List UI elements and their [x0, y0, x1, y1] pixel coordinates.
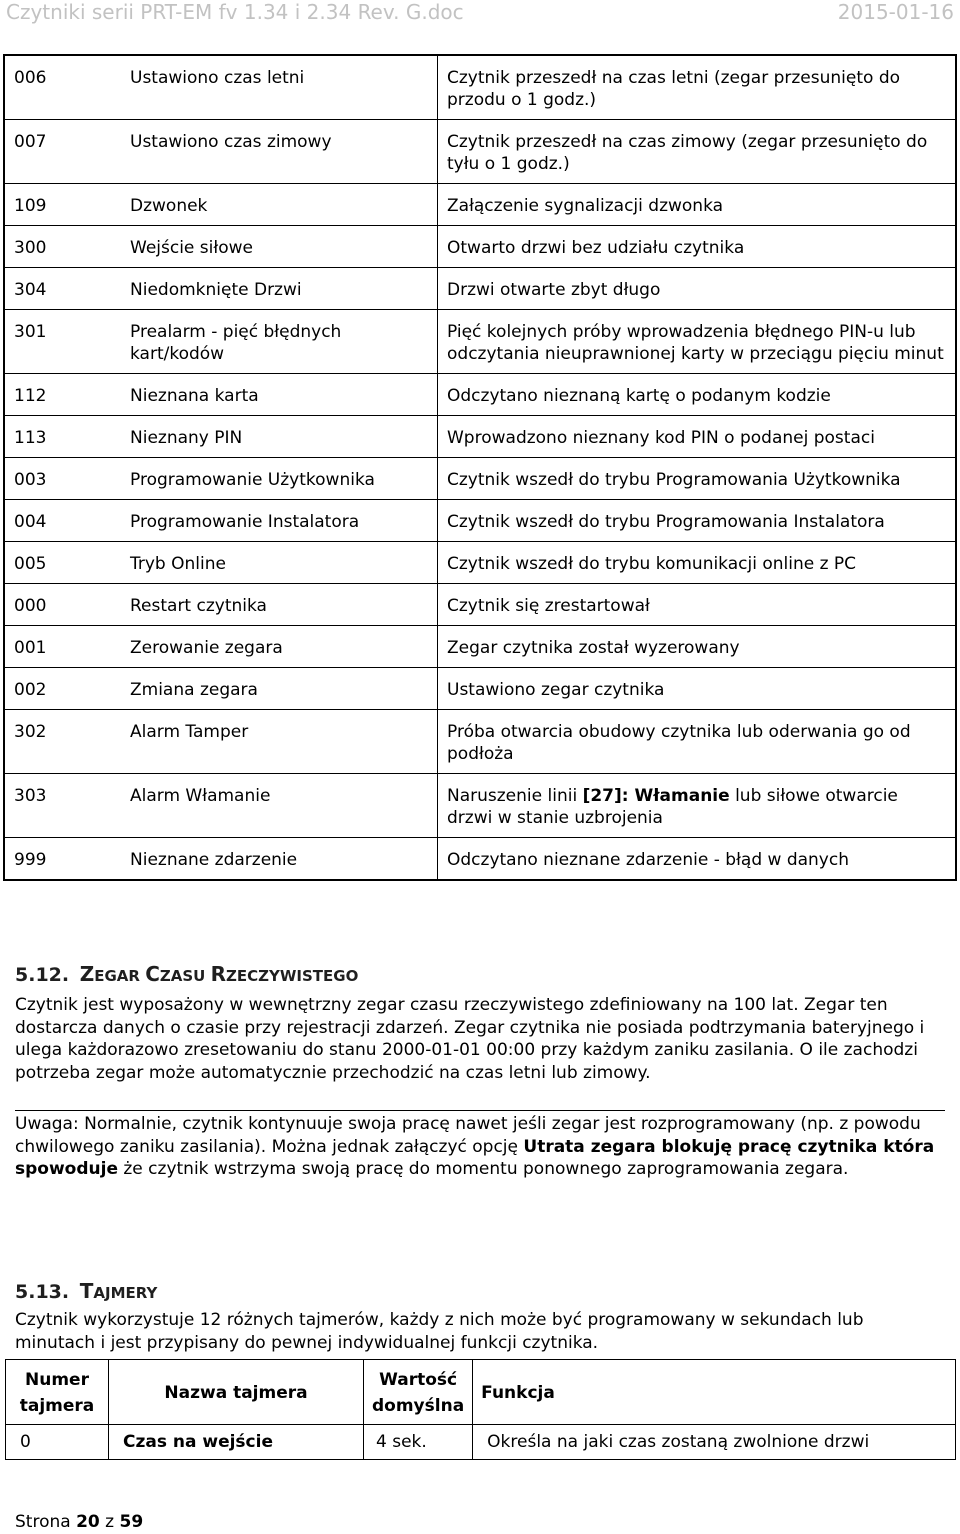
timers-table — [5, 1359, 956, 1460]
timers-paragraph: Czytnik wykorzystuje 12 różnych tajmerów, każdy z nich może być programowany w sekundach lub minutach i jest przypisany do pewnej indywidualnej funkcji czytnika. — [15, 1310, 864, 1353]
table-row — [4, 120, 956, 184]
timer-number: 0 — [6, 1425, 109, 1460]
table-row — [4, 710, 956, 774]
timers-header-row — [6, 1360, 956, 1425]
event-description: Załączenie sygnalizacji dzwonka — [438, 184, 957, 226]
table-row — [4, 226, 956, 268]
event-code: 001 — [4, 626, 121, 668]
event-code: 005 — [4, 542, 121, 584]
section-title-5-13: 5.13. TAJMERY — [15, 1279, 158, 1303]
header-timer-name: Nazwa tajmera — [109, 1360, 364, 1425]
event-name: Restart czytnika — [121, 584, 438, 626]
event-name: Programowanie Instalatora — [121, 500, 438, 542]
header-timer-number: Numer tajmera — [6, 1360, 109, 1425]
event-code: 007 — [4, 120, 121, 184]
event-name: Zerowanie zegara — [121, 626, 438, 668]
timer-default: 4 sek. — [364, 1425, 473, 1460]
event-code: 300 — [4, 226, 121, 268]
events-table — [3, 54, 957, 881]
event-description: Pięć kolejnych próby wprowadzenia błędnego PIN-u lub odczytania nieuprawnionej karty w przeciągu pięciu minut — [438, 310, 957, 374]
event-name: Ustawiono czas zimowy — [121, 120, 438, 184]
timer-name: Czas na wejście — [109, 1425, 364, 1460]
event-description: Czytnik się zrestartował — [438, 584, 957, 626]
table-row — [4, 458, 956, 500]
event-code: 113 — [4, 416, 121, 458]
event-code: 302 — [4, 710, 121, 774]
event-code: 002 — [4, 668, 121, 710]
event-code: 004 — [4, 500, 121, 542]
section-title-5-12: 5.12. ZEGAR CZASU RZECZYWISTEGO — [15, 962, 359, 986]
table-row — [4, 416, 956, 458]
event-description: Wprowadzono nieznany kod PIN o podanej postaci — [438, 416, 957, 458]
event-description: Ustawiono zegar czytnika — [438, 668, 957, 710]
event-description: Drzwi otwarte zbyt długo — [438, 268, 957, 310]
event-name: Dzwonek — [121, 184, 438, 226]
event-name: Nieznana karta — [121, 374, 438, 416]
event-name: Prealarm - pięć błędnych kart/kodów — [121, 310, 438, 374]
table-row — [4, 268, 956, 310]
table-row — [4, 668, 956, 710]
event-description: Próba otwarcia obudowy czytnika lub oderwania go od podłoża — [438, 710, 957, 774]
page-total: 59 — [119, 1512, 144, 1532]
event-code: 304 — [4, 268, 121, 310]
timer-function: Określa na jaki czas zostaną zwolnione drzwi — [473, 1425, 956, 1460]
event-code: 003 — [4, 458, 121, 500]
event-name: Tryb Online — [121, 542, 438, 584]
page-footer: Strona 20 z 59 — [15, 1512, 144, 1532]
event-description: Odczytano nieznaną kartę o podanym kodzie — [438, 374, 957, 416]
event-name: Alarm Tamper — [121, 710, 438, 774]
table-row — [4, 310, 956, 374]
table-row — [4, 626, 956, 668]
event-name: Wejście siłowe — [121, 226, 438, 268]
event-description: Zegar czytnika został wyzerowany — [438, 626, 957, 668]
event-code: 999 — [14, 850, 47, 870]
event-code: 301 — [4, 310, 121, 374]
table-row — [4, 774, 956, 838]
event-code: 112 — [4, 374, 121, 416]
table-row — [4, 838, 956, 881]
event-code: 303 — [4, 774, 121, 838]
event-code: 006 — [4, 55, 121, 120]
document-date: 2015-01-16 — [837, 0, 954, 24]
event-name: Alarm Włamanie — [121, 774, 438, 838]
event-description: Naruszenie linii [27]: Włamanie lub siłowe otwarcie drzwi w stanie uzbrojenia — [438, 774, 957, 838]
clock-paragraph: Czytnik jest wyposażony w wewnętrzny zegar czasu rzeczywistego zdefiniowany na 100 lat. Zegar ten dostarcza danych o czasie przy rejestracji zdarzeń. Zegar czytnika nie posiada podtrzymania bateryjnego i ulega każdorazowo zresetowaniu do stanu 2000-01-01 00:00 przy każdym zaniku zasilania. O ile zachodzi potrzeba zegar może automatycznie przechodzić na czas letni lub zimowy. — [15, 995, 925, 1083]
table-row — [4, 542, 956, 584]
document-filename: Czytniki serii PRT-EM fv 1.34 i 2.34 Rev. G.doc — [6, 0, 464, 24]
event-description: Czytnik wszedł do trybu Programowania Instalatora — [438, 500, 957, 542]
event-description: Czytnik przeszedł na czas letni (zegar przesunięto do przodu o 1 godz.) — [438, 55, 957, 120]
table-row — [6, 1425, 956, 1460]
event-description: Czytnik wszedł do trybu Programowania Użytkownika — [438, 458, 957, 500]
event-name: Nieznane zdarzenie — [121, 838, 438, 881]
event-name: Niedomknięte Drzwi — [121, 268, 438, 310]
event-name: Programowanie Użytkownika — [121, 458, 438, 500]
event-name: Zmiana zegara — [121, 668, 438, 710]
event-description: Czytnik wszedł do trybu komunikacji online z PC — [438, 542, 957, 584]
event-description: Odczytano nieznane zdarzenie - błąd w danych — [447, 850, 849, 870]
header-function: Funkcja — [473, 1360, 956, 1425]
event-name: Ustawiono czas letni — [121, 55, 438, 120]
header-default-value: Wartość domyślna — [364, 1360, 473, 1425]
event-description: Otwarto drzwi bez udziału czytnika — [438, 226, 957, 268]
table-row — [4, 55, 956, 120]
event-name: Nieznany PIN — [121, 416, 438, 458]
event-description: Czytnik przeszedł na czas zimowy (zegar przesunięto do tyłu o 1 godz.) — [438, 120, 957, 184]
clock-note: Uwaga: Normalnie, czytnik kontynuuje swoja pracę nawet jeśli zegar jest rozprogramowany (np. z powodu chwilowego zaniku zasilania). Można jednak załączyć opcję Utrata zegara blokuję pracę czytnika która spowoduje że czytnik wstrzyma swoją pracę do momentu ponownego zaprogramowania zegara. — [15, 1110, 945, 1181]
table-row — [4, 374, 956, 416]
document-header — [0, 0, 960, 24]
table-row — [4, 584, 956, 626]
table-row — [4, 184, 956, 226]
table-row — [4, 500, 956, 542]
event-code: 109 — [4, 184, 121, 226]
event-code: 000 — [4, 584, 121, 626]
page-current: 20 — [76, 1512, 100, 1532]
